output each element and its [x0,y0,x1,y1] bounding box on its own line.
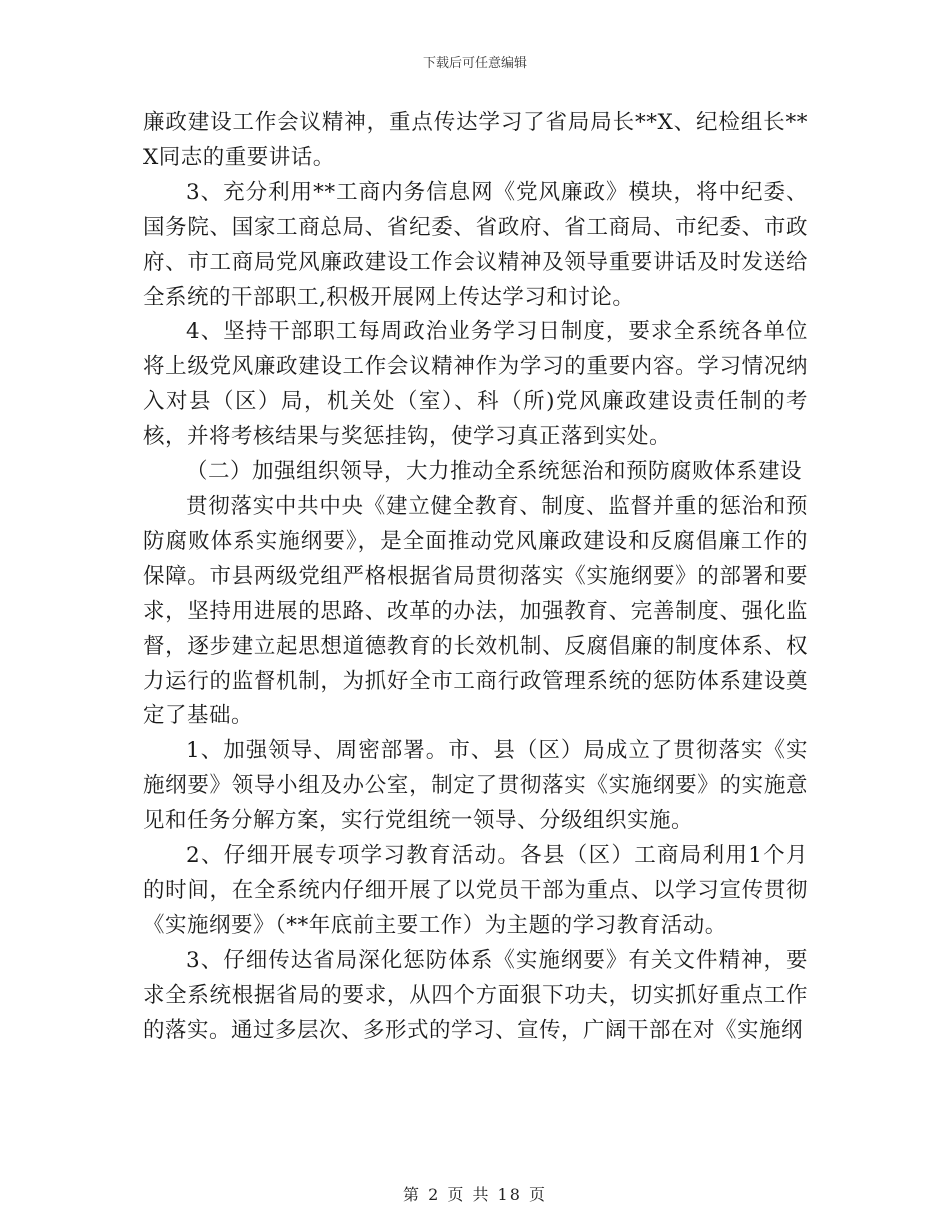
paragraph-4: 贯彻落实中共中央《建立健全教育、制度、监督并重的惩治和预防腐败体系实施纲要》，是全面推动党风廉政建设和反腐倡廉工作的保障。市县两级党组严格根据省局贯彻落实《实施纲要》的部署和要求，坚持用进展的思路、改革的办法，加强教育、完善制度、强化监督，逐步建立起思想道德教育的长效机制、反腐倡廉的制度体系、权力运行的监督机制，为抓好全市工商行政管理系统的惩防体系建设奠定了基础。 [143,493,808,729]
page-header: 下载后可任意编辑 [422,56,527,71]
paragraph-5: 1、加强领导、周密部署。市、县（区）局成立了贯彻落实《实施纲要》领导小组及办公室，制定了贯彻落实《实施纲要》的实施意见和任务分解方案，实行党组统一领导、分级组织实施。 [143,738,808,834]
section-heading: （二）加强组织领导，大力推动全系统惩治和预防腐败体系建设 [186,459,803,485]
paragraph-7: 3、仔细传达省局深化惩防体系《实施纲要》有关文件精神，要求全系统根据省局的要求，从四个方面狠下功夫，切实抓好重点工作的落实。通过多层次、多形式的学习、宣传，广阔干部在对《实施纲 [143,947,808,1043]
paragraph-6: 2、仔细开展专项学习教育活动。各县（区）工商局利用1个月的时间，在全系统内仔细开展了以党员干部为重点、以学习宣传贯彻《实施纲要》（**年底前主要工作）为主题的学习教育活动。 [143,843,808,938]
paragraph-2: 3、充分利用**工商内务信息网《党风廉政》模块，将中纪委、国务院、国家工商总局、省纪委、省政府、省工商局、市纪委、市政府、市工商局党风廉政建设工作会议精神及领导重要讲话及时发送给全系统的干部职工,积极开展网上传达学习和讨论。 [143,179,808,310]
page-number-footer: 第 2 页 共 18 页 [403,1185,547,1204]
document-body [143,106,808,1048]
paragraph-1: 廉政建设工作会议精神，重点传达学习了省局局长**X、纪检组长**X同志的重要讲话。 [143,110,808,170]
paragraph-3: 4、坚持干部职工每周政治业务学习日制度，要求全系统各单位将上级党风廉政建设工作会议精神作为学习的重要内容。学习情况纳入对县（区）局，机关处（室）、科（所)党风廉政建设责任制的考核，并将考核结果与奖惩挂钩，使学习真正落到实处。 [143,319,808,450]
